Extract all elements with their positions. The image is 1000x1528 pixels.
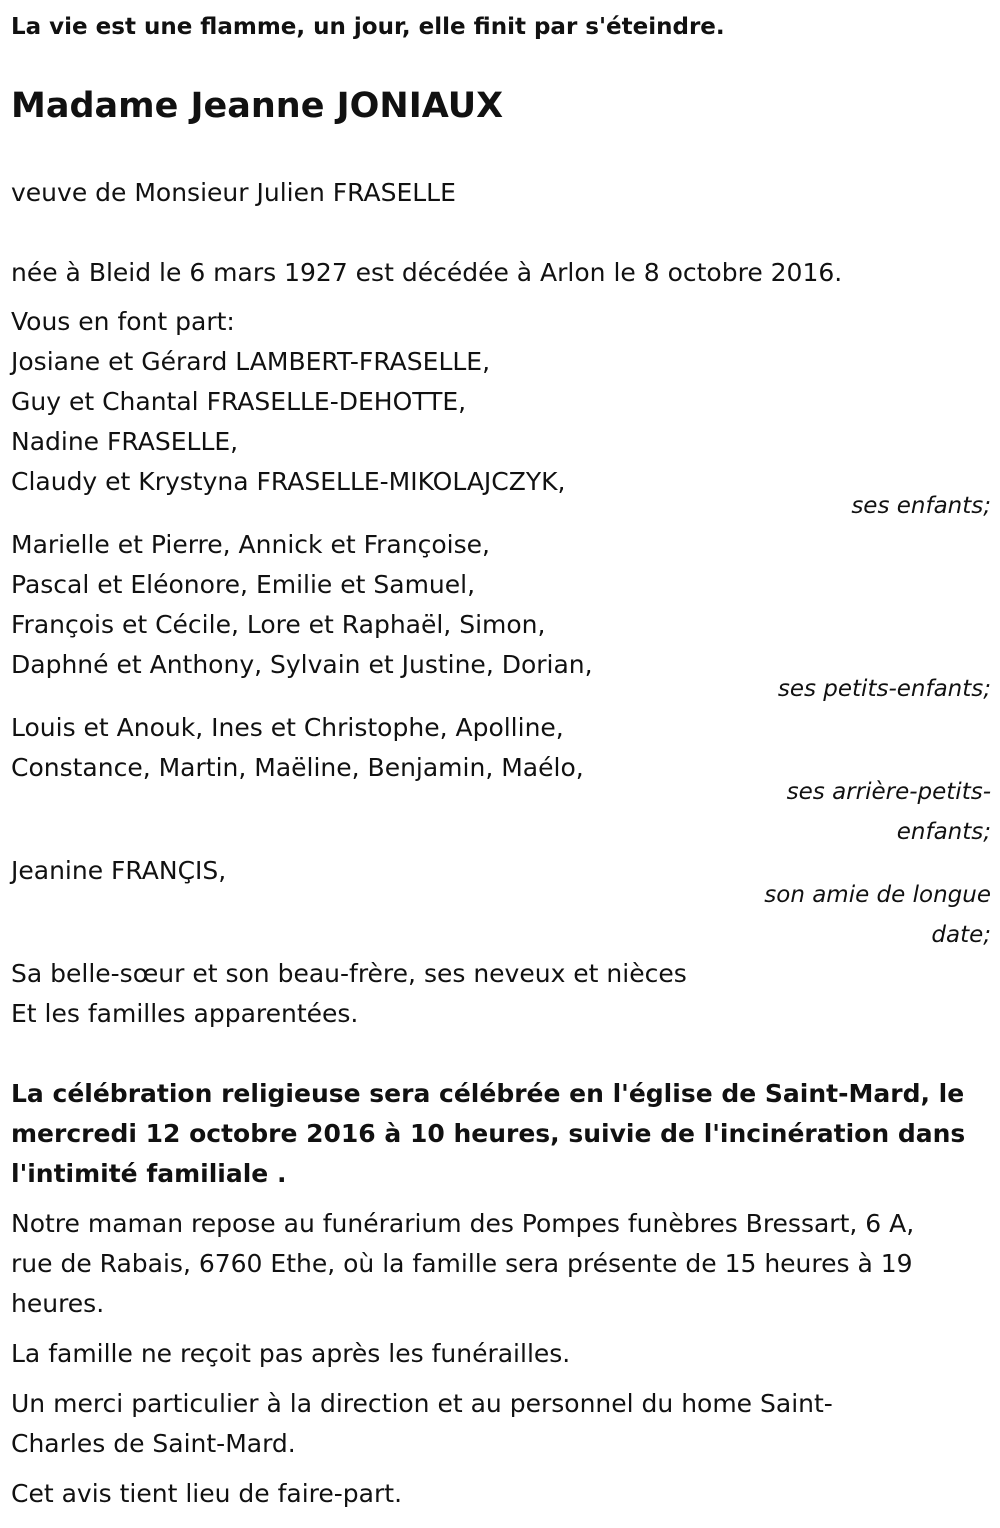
grandchild-line: Marielle et Pierre, Annick et Françoise, — [11, 530, 490, 559]
deceased-name: Madame Jeanne JONIAUX — [11, 86, 504, 126]
grandchild-line: François et Cécile, Lore et Raphaël, Simon, — [11, 610, 546, 639]
child-line: Nadine FRASELLE, — [11, 427, 239, 456]
notice: Cet avis tient lieu de faire-part. — [11, 1479, 403, 1508]
friend: Jeanine FRANÇIS, — [11, 856, 227, 885]
ceremony-line: l'intimité familiale . — [11, 1159, 287, 1188]
announcers-intro: Vous en font part: — [11, 307, 235, 336]
friend-role-line: date; — [931, 922, 991, 948]
birth-death: née à Bleid le 6 mars 1927 est décédée à Arlon le 8 octobre 2016. — [11, 258, 843, 287]
great-grandchildren-role-line: ses arrière-petits- — [786, 779, 991, 805]
great-grandchild-line: Constance, Martin, Maëline, Benjamin, Maélo, — [11, 753, 584, 782]
children-role: ses enfants; — [851, 493, 991, 519]
no-reception: La famille ne reçoit pas après les funérailles. — [11, 1339, 571, 1368]
grandchild-line: Daphné et Anthony, Sylvain et Justine, Dorian, — [11, 650, 593, 679]
friend-role-line: son amie de longue — [764, 882, 991, 908]
visitation-line: rue de Rabais, 6760 Ethe, où la famille sera présente de 15 heures à 19 — [11, 1249, 913, 1278]
ceremony-line: La célébration religieuse sera célébrée en l'église de Saint-Mard, le — [11, 1079, 965, 1108]
great-grandchild-line: Louis et Anouk, Ines et Christophe, Apolline, — [11, 713, 564, 742]
grandchildren-role: ses petits-enfants; — [777, 676, 991, 702]
thanks-line: Charles de Saint-Mard. — [11, 1429, 296, 1458]
ceremony-line: mercredi 12 octobre 2016 à 10 heures, suivie de l'incinération dans — [11, 1119, 966, 1148]
motto: La vie est une flamme, un jour, elle finit par s'éteindre. — [11, 14, 725, 40]
thanks-line: Un merci particulier à la direction et au personnel du home Saint- — [11, 1389, 833, 1418]
relatives-line: Sa belle-sœur et son beau-frère, ses neveux et nièces — [11, 959, 687, 988]
visitation-line: Notre maman repose au funérarium des Pompes funèbres Bressart, 6 A, — [11, 1209, 915, 1238]
widow-of: veuve de Monsieur Julien FRASELLE — [11, 178, 456, 207]
relatives-line: Et les familles apparentées. — [11, 999, 359, 1028]
grandchild-line: Pascal et Eléonore, Emilie et Samuel, — [11, 570, 476, 599]
visitation-line: heures. — [11, 1289, 105, 1318]
child-line: Josiane et Gérard LAMBERT-FRASELLE, — [11, 347, 491, 376]
child-line: Claudy et Krystyna FRASELLE-MIKOLAJCZYK, — [11, 467, 566, 496]
great-grandchildren-role-line: enfants; — [896, 819, 991, 845]
child-line: Guy et Chantal FRASELLE-DEHOTTE, — [11, 387, 467, 416]
